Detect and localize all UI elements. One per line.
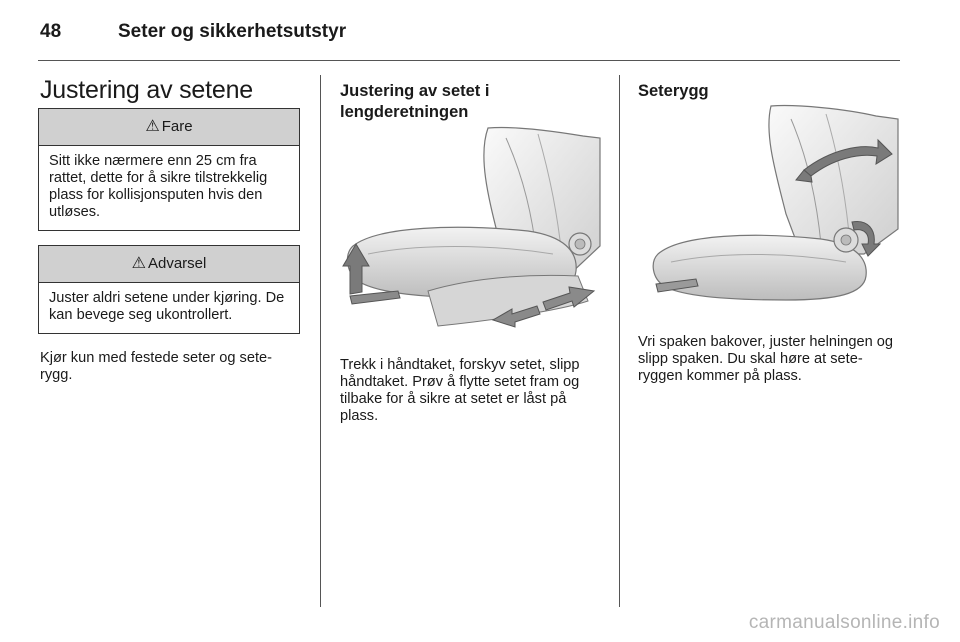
backrest-illustration-svg (636, 104, 900, 318)
longitudinal-paragraph: Trekk i håndtaket, forskyv setet, slipp håndtaket. Prøv å flytte setet fram og tilbake for å sikre at setet er låst på plass. (340, 357, 580, 424)
seat-backrest-illustration (636, 104, 900, 318)
column-divider-2 (619, 75, 620, 607)
longitudinal-title: Justering av setet i lengderetningen (340, 82, 490, 121)
seat-illustration-svg (338, 126, 602, 338)
danger-text: Sitt ikke nærmere enn 25 cm fra rattet, dette for å sikre tilstrekkelig plass for kollisjonsputen hvis den utløses. (49, 153, 268, 220)
danger-box (38, 108, 300, 231)
danger-box-header (39, 109, 299, 146)
backrest-paragraph: Vri spaken bakover, juster helningen og slipp spaken. Du skal høre at sete-ryggen kommer på plass. (638, 334, 894, 384)
caution-box-header (39, 246, 299, 283)
caution-label: Advarsel (147, 255, 207, 272)
seat-longitudinal-illustration (338, 126, 602, 338)
section-title: Justering av setene (40, 76, 253, 104)
header-divider (38, 60, 900, 61)
page-number: 48 (40, 21, 62, 42)
watermark: carmanualsonline.info (748, 612, 940, 633)
caution-box (38, 245, 300, 334)
chapter-title: Seter og sikkerhetsutstyr (118, 21, 347, 42)
backrest-title: Seterygg (638, 82, 709, 100)
warning-triangle-icon: ⚠ (131, 255, 146, 272)
col1-paragraph: Kjør kun med festede seter og sete-rygg. (40, 350, 272, 383)
caution-text: Juster aldri setene under kjøring. De kan bevege seg ukontrollert. (49, 290, 285, 323)
column-divider-1 (320, 75, 321, 607)
warning-triangle-icon: ⚠ (145, 118, 160, 135)
danger-label: Fare (161, 118, 193, 135)
